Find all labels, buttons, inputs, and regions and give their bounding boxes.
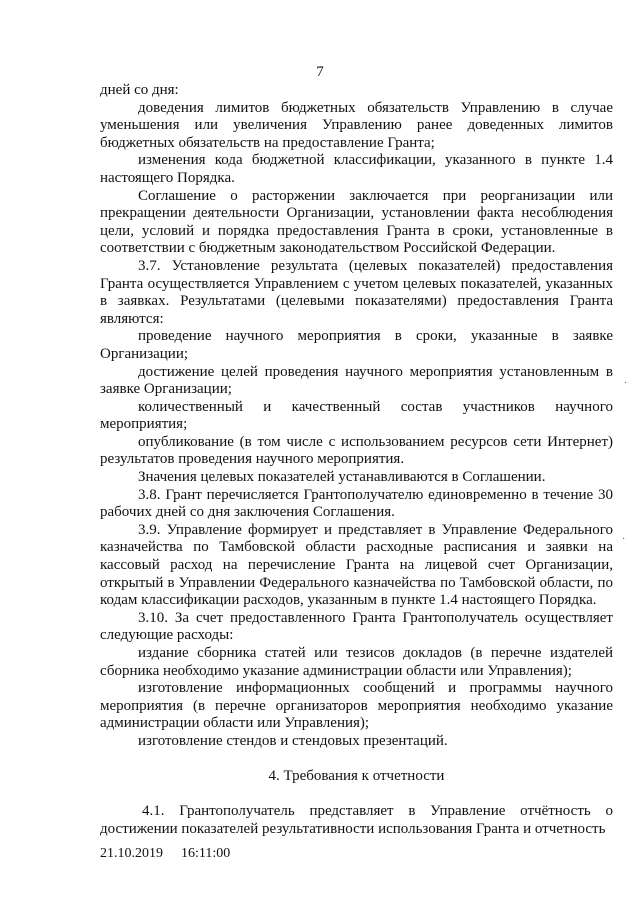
- document-body: [100, 82, 613, 838]
- paragraph: 4.1. Грантополучатель представляет в Управление отчётность о достижении показателей результативности использования Гранта и отчетность: [100, 803, 613, 837]
- paragraph: изменения кода бюджетной классификации, указанного в пункте 1.4 настоящего Порядка.: [100, 152, 613, 186]
- paragraph: достижение целей проведения научного мероприятия установленным в заявке Организации;: [100, 363, 613, 398]
- footer-date: 21.10.2019: [100, 846, 163, 861]
- scan-speck: ·: [622, 534, 626, 545]
- page-number: 7: [316, 64, 324, 80]
- paragraph: 3.9. Управление формирует и представляет в Управление Федерального казначейства по Тамбовской области расходные расписания и заявки на кассовый расход на перечисление Гранта на лицевой счет Организации, открытый в Управлении Федерального казначейства по Тамбовской области, по кодам классификации расходов, указанным в пункте 1.4 настоящего Порядка.: [100, 521, 613, 609]
- paragraph: проведение научного мероприятия в сроки, указанные в заявке Организации;: [100, 328, 613, 362]
- paragraph: дней со дня:: [100, 82, 179, 98]
- footer-time: 16:11:00: [181, 846, 231, 861]
- paragraph: изготовление информационных сообщений и программы научного мероприятия (в перечне организаторов мероприятия необходимо указание администрации области или Управления);: [100, 680, 613, 732]
- paragraph: издание сборника статей или тезисов докладов (в перечне издателей сборника необходимо указание администрации области или Управления);: [100, 645, 613, 679]
- paragraph: опубликование (в том числе с использованием ресурсов сети Интернет) результатов проведения научного мероприятия.: [100, 433, 613, 468]
- section-heading: 4. Требования к отчетности: [268, 767, 445, 784]
- paragraph: Соглашение о расторжении заключается при реорганизации или прекращении деятельности Организации, установлении факта несоблюдения цели, условий и порядка предоставления Гранта в сроки, установленные в соответствии с бюджетным законодательством Российской Федерации.: [100, 187, 613, 257]
- paragraph: 3.7. Установление результата (целевых показателей) предоставления Гранта осуществляется Управлением с учетом целевых показателей, указанных в заявках. Результатами (целевыми показателями) предоставления Гранта являются:: [100, 257, 613, 327]
- paragraph: 3.8. Грант перечисляется Грантополучателю единовременно в течение 30 рабочих дней со дня заключения Соглашения.: [100, 486, 613, 521]
- paragraph: изготовление стендов и стендовых презентаций.: [138, 732, 448, 749]
- footer-timestamp: [100, 846, 230, 862]
- paragraph: доведения лимитов бюджетных обязательств Управлению в случае уменьшения или увеличения Управлению ранее доведенных лимитов бюджетных обязательств на предоставление Гранта;: [100, 99, 613, 151]
- paragraph: Значения целевых показателей устанавливаются в Соглашении.: [138, 469, 546, 486]
- paragraph: 3.10. За счет предоставленного Гранта Грантополучатель осуществляет следующие расходы:: [100, 609, 613, 644]
- paragraph: количественный и качественный состав участников научного мероприятия;: [100, 398, 613, 433]
- scan-speck: ·: [624, 378, 628, 389]
